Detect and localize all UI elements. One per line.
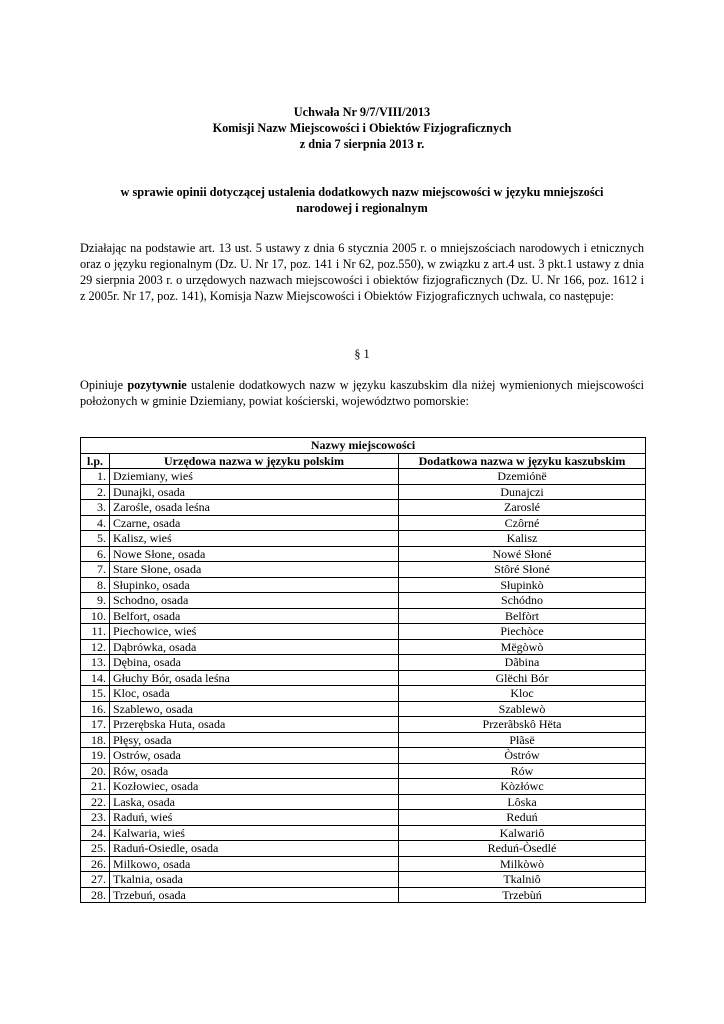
table-row bbox=[81, 856, 646, 872]
official-name-cell: Głuchy Bór, osada leśna bbox=[110, 670, 399, 686]
opinion-emphasis: pozytywnie bbox=[127, 378, 187, 392]
table-row bbox=[81, 717, 646, 733]
table-column-header-row bbox=[81, 453, 646, 469]
row-number-cell: 19. bbox=[81, 748, 110, 764]
row-number-cell: 13. bbox=[81, 655, 110, 671]
column-header-kashubian-name: Dodatkowa nazwa w języku kaszubskim bbox=[399, 453, 646, 469]
table-row bbox=[81, 639, 646, 655]
official-name-cell: Płęsy, osada bbox=[110, 732, 399, 748]
kashubian-name-cell: Dãbina bbox=[399, 655, 646, 671]
row-number-cell: 6. bbox=[81, 546, 110, 562]
column-header-official-name: Urzędowa nazwa w języku polskim bbox=[110, 453, 399, 469]
official-name-cell: Nowe Słone, osada bbox=[110, 546, 399, 562]
row-number-cell: 14. bbox=[81, 670, 110, 686]
table-row bbox=[81, 841, 646, 857]
official-name-cell: Milkowo, osada bbox=[110, 856, 399, 872]
kashubian-name-cell: Lôska bbox=[399, 794, 646, 810]
table-row bbox=[81, 515, 646, 531]
kashubian-name-cell: Zaroslé bbox=[399, 500, 646, 516]
official-name-cell: Przerębska Huta, osada bbox=[110, 717, 399, 733]
row-number-cell: 20. bbox=[81, 763, 110, 779]
resolution-subject bbox=[80, 184, 644, 216]
section-mark: § 1 bbox=[354, 347, 370, 361]
kashubian-name-cell: Belfòrt bbox=[399, 608, 646, 624]
opinion-paragraph bbox=[80, 377, 644, 409]
table-row bbox=[81, 763, 646, 779]
row-number-cell: 12. bbox=[81, 639, 110, 655]
row-number-cell: 23. bbox=[81, 810, 110, 826]
official-name-cell: Raduń-Osiedle, osada bbox=[110, 841, 399, 857]
kashubian-name-cell: Rów bbox=[399, 763, 646, 779]
kashubian-name-cell: Dunajczi bbox=[399, 484, 646, 500]
table-row bbox=[81, 810, 646, 826]
official-name-cell: Czarne, osada bbox=[110, 515, 399, 531]
row-number-cell: 4. bbox=[81, 515, 110, 531]
subject-line-2: narodowej i regionalnym bbox=[296, 201, 428, 215]
kashubian-name-cell: Czôrné bbox=[399, 515, 646, 531]
row-number-cell: 18. bbox=[81, 732, 110, 748]
official-name-cell: Raduń, wieś bbox=[110, 810, 399, 826]
row-number-cell: 15. bbox=[81, 686, 110, 702]
row-number-cell: 2. bbox=[81, 484, 110, 500]
table-row bbox=[81, 500, 646, 516]
table-row bbox=[81, 701, 646, 717]
table-row bbox=[81, 608, 646, 624]
official-name-cell: Kloc, osada bbox=[110, 686, 399, 702]
table-row bbox=[81, 546, 646, 562]
official-name-cell: Dębina, osada bbox=[110, 655, 399, 671]
table-row bbox=[81, 732, 646, 748]
official-name-cell: Laska, osada bbox=[110, 794, 399, 810]
table-row bbox=[81, 825, 646, 841]
kashubian-name-cell: Słupinkò bbox=[399, 577, 646, 593]
row-number-cell: 21. bbox=[81, 779, 110, 795]
resolution-number: Uchwała Nr 9/7/VIII/2013 bbox=[293, 105, 431, 119]
table-row bbox=[81, 593, 646, 609]
kashubian-name-cell: Glëchi Bór bbox=[399, 670, 646, 686]
row-number-cell: 3. bbox=[81, 500, 110, 516]
place-names-table bbox=[80, 437, 646, 903]
table-row bbox=[81, 469, 646, 485]
row-number-cell: 25. bbox=[81, 841, 110, 857]
kashubian-name-cell: Reduń-Òsedlé bbox=[399, 841, 646, 857]
opinion-prefix: Opiniuje bbox=[80, 378, 128, 392]
row-number-cell: 28. bbox=[81, 887, 110, 903]
row-number-cell: 8. bbox=[81, 577, 110, 593]
table-row bbox=[81, 670, 646, 686]
table-group-header-row bbox=[81, 438, 646, 454]
opinion-suffix: ustalenie dodatkowych nazw w języku kaszubskim dla niżej wymienionych miejscowości położonych w gminie Dziemiany, powiat kościerski, województwo pomorskie: bbox=[80, 378, 645, 408]
official-name-cell: Dunajki, osada bbox=[110, 484, 399, 500]
official-name-cell: Schodno, osada bbox=[110, 593, 399, 609]
table-row bbox=[81, 887, 646, 903]
kashubian-name-cell: Milkòwò bbox=[399, 856, 646, 872]
official-name-cell: Rów, osada bbox=[110, 763, 399, 779]
official-name-cell: Dąbrówka, osada bbox=[110, 639, 399, 655]
resolution-date: z dnia 7 sierpnia 2013 r. bbox=[299, 137, 425, 151]
official-name-cell: Kalisz, wieś bbox=[110, 531, 399, 547]
table-row bbox=[81, 577, 646, 593]
kashubian-name-cell: Kòzłówc bbox=[399, 779, 646, 795]
kashubian-name-cell: Tkalniô bbox=[399, 872, 646, 888]
kashubian-name-cell: Mëgòwò bbox=[399, 639, 646, 655]
row-number-cell: 26. bbox=[81, 856, 110, 872]
official-name-cell: Zarośle, osada leśna bbox=[110, 500, 399, 516]
row-number-cell: 11. bbox=[81, 624, 110, 640]
row-number-cell: 7. bbox=[81, 562, 110, 578]
table-row bbox=[81, 686, 646, 702]
official-name-cell: Dziemiany, wieś bbox=[110, 469, 399, 485]
kashubian-name-cell: Piechòce bbox=[399, 624, 646, 640]
table-row bbox=[81, 748, 646, 764]
official-name-cell: Ostrów, osada bbox=[110, 748, 399, 764]
official-name-cell: Szablewo, osada bbox=[110, 701, 399, 717]
row-number-cell: 16. bbox=[81, 701, 110, 717]
kashubian-name-cell: Reduń bbox=[399, 810, 646, 826]
subject-line-1: w sprawie opinii dotyczącej ustalenia dodatkowych nazw miejscowości w języku mniejszości bbox=[120, 185, 604, 199]
kashubian-name-cell: Trzebùń bbox=[399, 887, 646, 903]
table-row bbox=[81, 624, 646, 640]
table-row bbox=[81, 794, 646, 810]
official-name-cell: Kozłowiec, osada bbox=[110, 779, 399, 795]
legal-basis-paragraph: Działając na podstawie art. 13 ust. 5 ustawy z dnia 6 stycznia 2005 r. o mniejszościach narodowych i etnicznych oraz o języku regionalnym (Dz. U. Nr 17, poz. 141 i Nr 62, poz.550), w związku z art.4 ust. 3 pkt.1 ustawy z dnia 29 sierpnia 2003 r. o urzędowych nazwach miejscowości i obiektów fizjograficznych (Dz. U. Nr 166, poz. 1612 i z 2005r. Nr 17, poz. 141), Komisja Nazw Miejscowości i Obiektów Fizjograficznych uchwala, co następuje: bbox=[80, 241, 644, 303]
table-row bbox=[81, 779, 646, 795]
table-group-header: Nazwy miejscowości bbox=[81, 438, 646, 454]
row-number-cell: 1. bbox=[81, 469, 110, 485]
official-name-cell: Stare Słone, osada bbox=[110, 562, 399, 578]
table-row bbox=[81, 655, 646, 671]
column-header-lp: l.p. bbox=[81, 453, 110, 469]
kashubian-name-cell: Dzemiónë bbox=[399, 469, 646, 485]
kashubian-name-cell: Płãsë bbox=[399, 732, 646, 748]
table-row bbox=[81, 872, 646, 888]
official-name-cell: Piechowice, wieś bbox=[110, 624, 399, 640]
kashubian-name-cell: Schódno bbox=[399, 593, 646, 609]
kashubian-name-cell: Kalisz bbox=[399, 531, 646, 547]
kashubian-name-cell: Przerãbskô Hëta bbox=[399, 717, 646, 733]
resolution-header bbox=[0, 104, 724, 152]
kashubian-name-cell: Nowé Słoné bbox=[399, 546, 646, 562]
row-number-cell: 5. bbox=[81, 531, 110, 547]
kashubian-name-cell: Kloc bbox=[399, 686, 646, 702]
kashubian-name-cell: Òstrów bbox=[399, 748, 646, 764]
row-number-cell: 17. bbox=[81, 717, 110, 733]
row-number-cell: 9. bbox=[81, 593, 110, 609]
table-row bbox=[81, 531, 646, 547]
official-name-cell: Belfort, osada bbox=[110, 608, 399, 624]
row-number-cell: 10. bbox=[81, 608, 110, 624]
commission-name: Komisji Nazw Miejscowości i Obiektów Fizjograficznych bbox=[212, 121, 512, 135]
kashubian-name-cell: Szablewò bbox=[399, 701, 646, 717]
kashubian-name-cell: Kalwariô bbox=[399, 825, 646, 841]
row-number-cell: 24. bbox=[81, 825, 110, 841]
table-row bbox=[81, 562, 646, 578]
row-number-cell: 22. bbox=[81, 794, 110, 810]
kashubian-name-cell: Stôré Słoné bbox=[399, 562, 646, 578]
official-name-cell: Trzebuń, osada bbox=[110, 887, 399, 903]
table-body bbox=[81, 469, 646, 903]
official-name-cell: Słupinko, osada bbox=[110, 577, 399, 593]
official-name-cell: Kalwaria, wieś bbox=[110, 825, 399, 841]
row-number-cell: 27. bbox=[81, 872, 110, 888]
official-name-cell: Tkalnia, osada bbox=[110, 872, 399, 888]
table-row bbox=[81, 484, 646, 500]
